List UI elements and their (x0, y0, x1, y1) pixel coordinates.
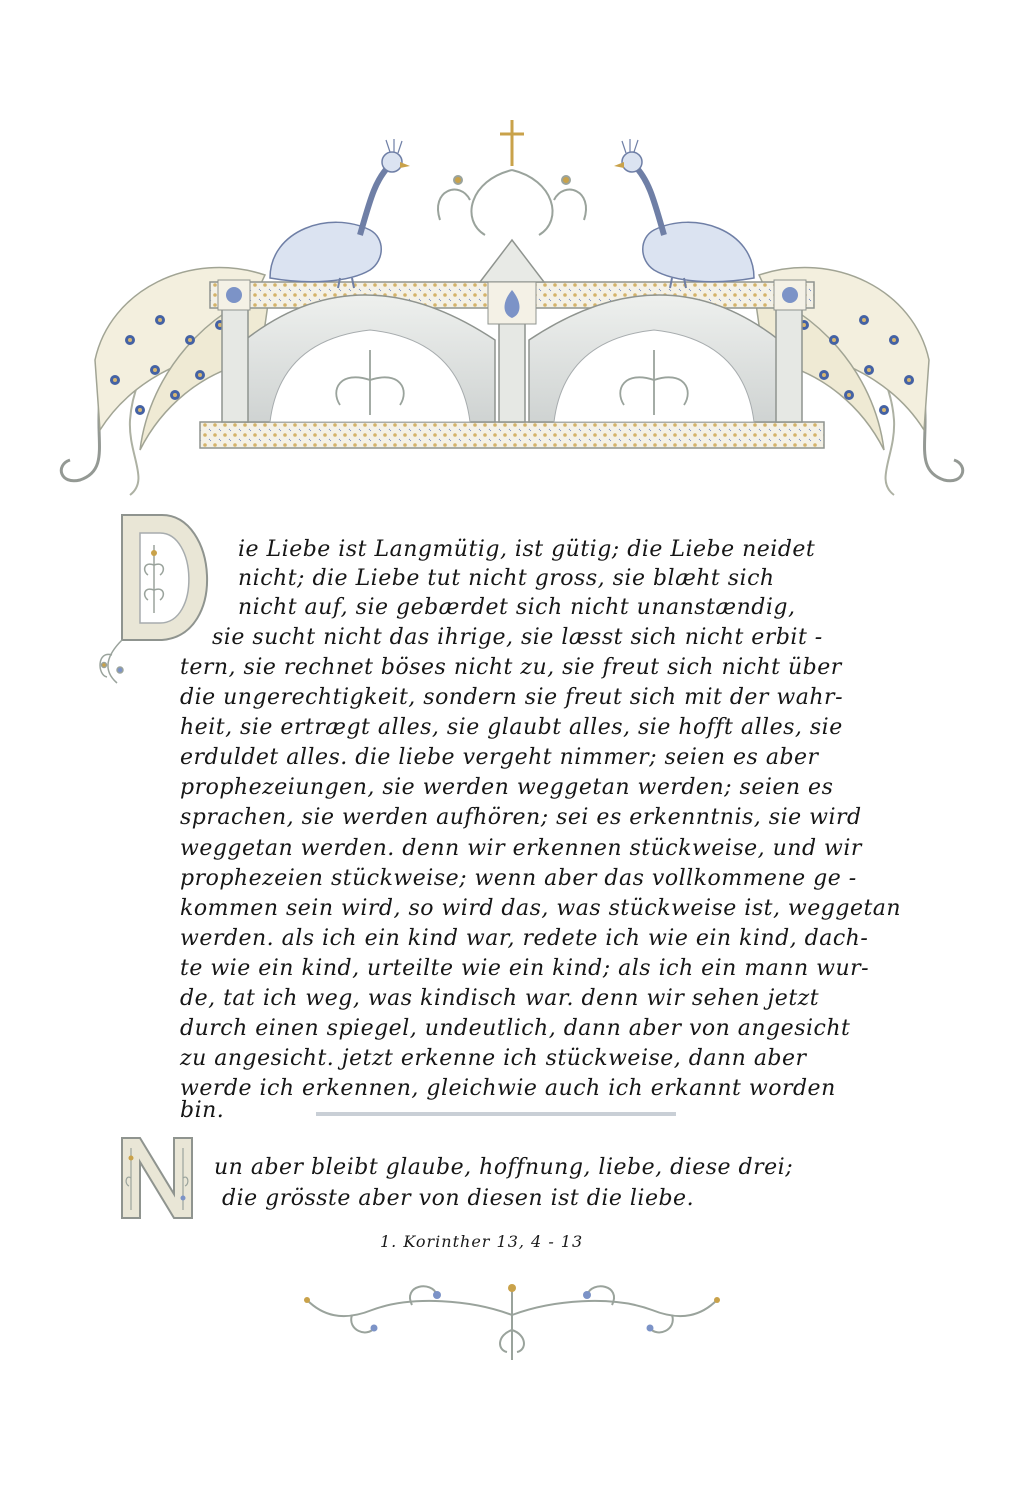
passage-line: ie Liebe ist Langmütig, ist gütig; die Liebe neidet (238, 537, 816, 562)
passage-line: nicht; die Liebe tut nicht gross, sie blæht sich (238, 566, 775, 591)
passage-line: die ungerechtigkeit, sondern sie freut sich mit der wahr- (180, 685, 843, 710)
closing-line: die grösste aber von diesen ist die liebe. (222, 1186, 695, 1211)
footer-scroll-ornament (292, 1270, 732, 1370)
right-peacock (614, 139, 754, 288)
peacock-arch-ornament (40, 110, 984, 510)
passage-line: tern, sie rechnet böses nicht zu, sie freut sich nicht über (180, 655, 842, 680)
passage-line: te wie ein kind, urteilte wie ein kind; als ich ein mann wur- (180, 956, 870, 981)
illuminated-initial-n (112, 1128, 202, 1228)
passage-line: nicht auf, sie gebærdet sich nicht unanstændig, (238, 595, 796, 620)
passage-line: sie sucht nicht das ihrige, sie læsst sich nicht erbit - (212, 625, 823, 650)
cross-icon (500, 120, 524, 166)
passage-line: prophezeiungen, sie werden weggetan werden; seien es (180, 775, 834, 800)
passage-line: de, tat ich weg, was kindisch war. denn wir sehen jetzt (180, 986, 820, 1011)
passage-line: zu angesicht. jetzt erkenne ich stückweise, dann aber (180, 1046, 807, 1071)
passage-line: bin. (180, 1098, 225, 1123)
passage-line: heit, sie ertrægt alles, sie glaubt alles, sie hofft alles, sie (180, 715, 843, 740)
passage-line: werden. als ich ein kind war, redete ich wie ein kind, dach- (180, 926, 869, 951)
left-peacock (270, 139, 410, 288)
passage-line: prophezeien stückweise; wenn aber das vollkommene ge - (180, 866, 857, 891)
passage-line: kommen sein wird, so wird das, was stückweise ist, weggetan (180, 896, 902, 921)
divider-rule (316, 1112, 676, 1116)
scripture-reference: 1. Korinther 13, 4 - 13 (380, 1232, 584, 1251)
closing-line: un aber bleibt glaube, hoffnung, liebe, diese drei; (214, 1155, 794, 1180)
passage-line: sprachen, sie werden aufhören; sei es erkenntnis, sie wird (180, 805, 862, 830)
passage-line: erduldet alles. die liebe vergeht nimmer; seien es aber (180, 745, 819, 770)
passage-line: werde ich erkennen, gleichwie auch ich erkannt worden (180, 1076, 836, 1101)
passage-line: durch einen spiegel, undeutlich, dann aber von angesicht (180, 1016, 851, 1041)
passage-line: weggetan werden. denn wir erkennen stückweise, und wir (180, 836, 862, 861)
